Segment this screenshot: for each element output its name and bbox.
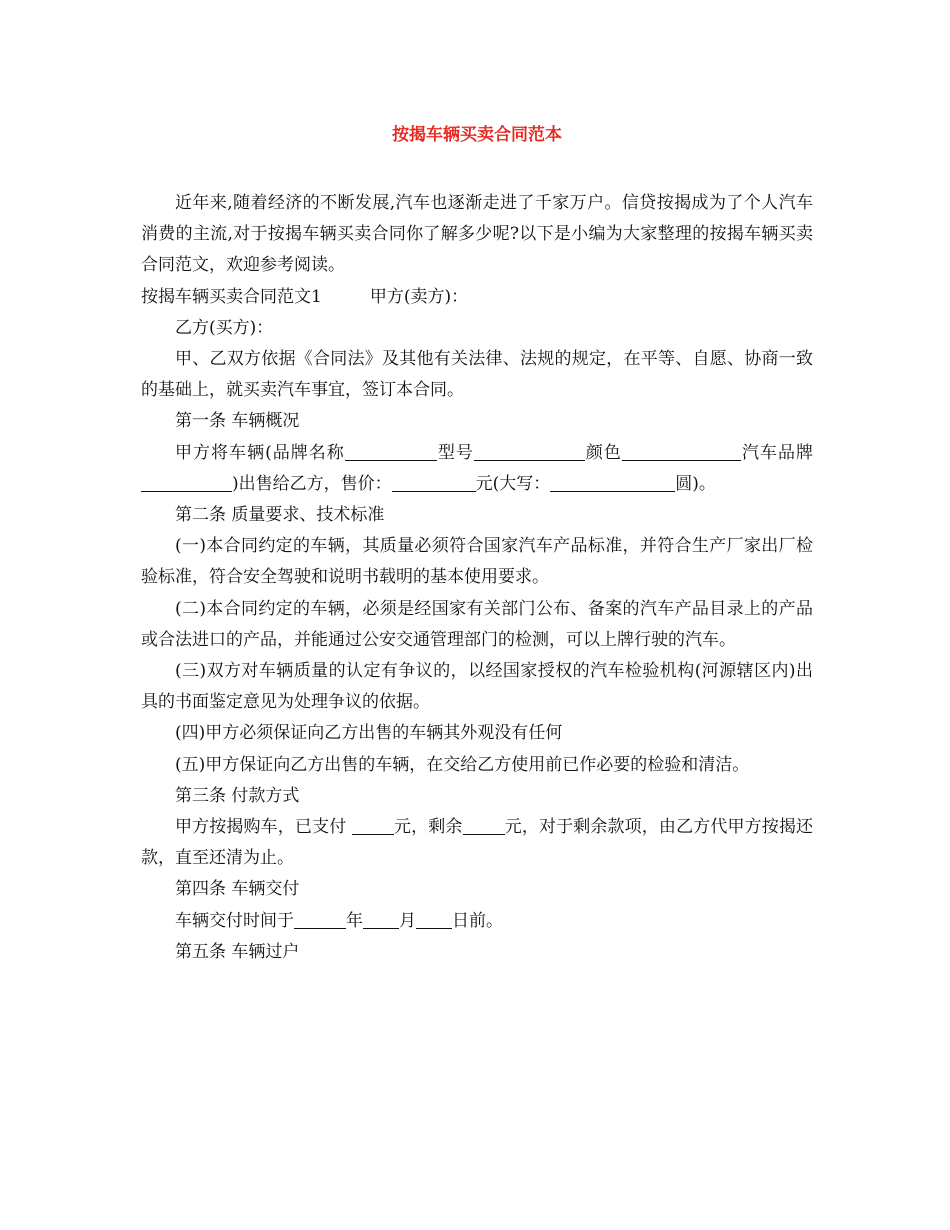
document-title: 按揭车辆买卖合同范本	[392, 125, 562, 145]
plate-blank	[141, 473, 232, 492]
delivery-day-blank	[416, 910, 452, 929]
article4-text-1: 车辆交付时间于	[175, 910, 294, 931]
article1-text-7: 圆)。	[675, 473, 716, 494]
article1-text-3: 颜色	[584, 442, 622, 463]
party-b-label: 乙方(买方)：	[175, 317, 274, 338]
sample-heading: 按揭车辆买卖合同范文1	[141, 286, 322, 307]
delivery-month-blank	[363, 910, 399, 929]
article2-item-3: (三)双方对车辆质量的认定有争议的，以经国家授权的汽车检验机构(河源辖区内)出具的书面鉴定意见为处理争议的依据。	[141, 661, 813, 713]
intro-paragraph: 近年来,随着经济的不断发展,汽车也逐渐走进了千家万户。信贷按揭成为了个人汽车消费的主流,对于按揭车辆买卖合同你了解多少呢?以下是小编为大家整理的按揭车辆买卖合同范文，欢迎参考阅读。	[141, 193, 813, 276]
article1-paragraph	[141, 438, 813, 500]
article3-text-2: 元，剩余	[393, 817, 463, 838]
paid-amount-blank	[352, 816, 394, 835]
article1-text-2: 型号	[436, 442, 474, 463]
remaining-amount-blank	[463, 816, 505, 835]
article2-item-4: (四)甲方必须保证向乙方出售的车辆其外观没有任何	[175, 723, 563, 744]
article4-heading: 第四条 车辆交付	[175, 879, 300, 900]
document-body	[141, 188, 813, 968]
article1-heading: 第一条 车辆概况	[175, 411, 300, 432]
article1-text-1: 甲方将车辆(品牌名称	[175, 442, 345, 463]
sample-heading-line	[141, 282, 813, 313]
article5-heading: 第五条 车辆过户	[175, 941, 300, 962]
color-blank	[622, 442, 741, 461]
delivery-year-blank	[294, 910, 346, 929]
article3-paragraph	[141, 812, 813, 874]
article2-item-5: (五)甲方保证向乙方出售的车辆，在交给乙方使用前已作必要的检验和清洁。	[175, 754, 750, 775]
preamble-paragraph: 甲、乙双方依据《合同法》及其他有关法律、法规的规定，在平等、自愿、协商一致的基础上，就买卖汽车事宜，签订本合同。	[141, 349, 813, 401]
article4-paragraph	[141, 906, 813, 937]
article4-text-3: 月	[399, 910, 416, 931]
article1-text-5: )出售给乙方，售价：	[232, 473, 392, 494]
article4-text-4: 日前。	[452, 910, 503, 931]
article1-text-4: 汽车品牌	[740, 442, 814, 463]
article3-text-3: 元，对于剩余款项，由乙方代甲方按揭还款，直至还清为止。	[141, 817, 814, 869]
brand-name-blank	[345, 442, 437, 461]
article2-heading: 第二条 质量要求、技术标准	[175, 505, 385, 526]
model-blank	[474, 442, 585, 461]
price-words-blank	[550, 473, 675, 492]
article2-item-1: (一)本合同约定的车辆，其质量必须符合国家汽车产品标准，并符合生产厂家出厂检验标准，符合安全驾驶和说明书载明的基本使用要求。	[141, 536, 813, 588]
party-a-label: 甲方(卖方)：	[369, 286, 469, 307]
article1-text-6: 元(大写：	[475, 473, 551, 494]
article3-text-1: 甲方按揭购车，已支付	[175, 817, 352, 838]
article3-heading: 第三条 付款方式	[175, 785, 300, 806]
article2-item-2: (二)本合同约定的车辆，必须是经国家有关部门公布、备案的汽车产品目录上的产品或合法进口的产品，并能通过公安交通管理部门的检测，可以上牌行驶的汽车。	[141, 598, 813, 650]
price-blank	[392, 473, 476, 492]
article4-text-2: 年	[346, 910, 363, 931]
